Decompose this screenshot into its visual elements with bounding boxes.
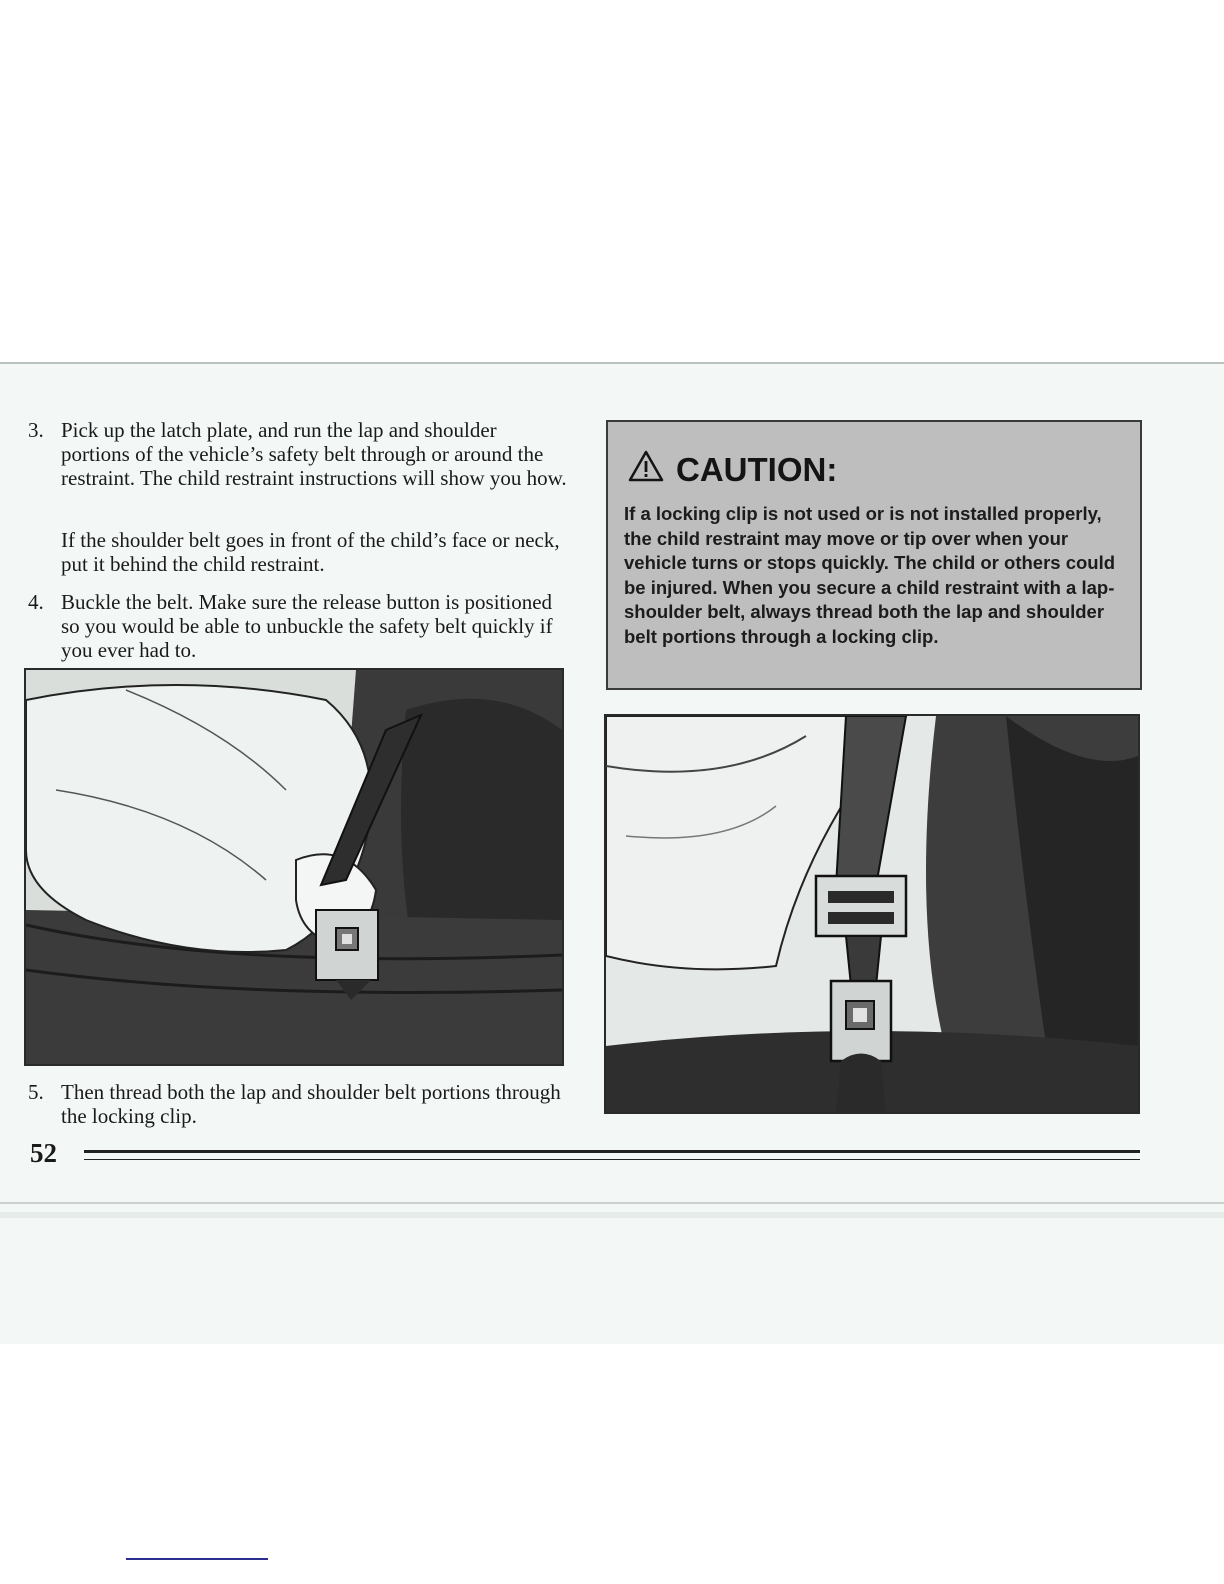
step-4 <box>28 590 568 662</box>
caution-title: CAUTION: <box>676 451 838 488</box>
step-text: Then thread both the lap and shoulder belt portions through the locking clip. <box>61 1080 561 1128</box>
step-number: 5. <box>28 1080 44 1104</box>
step-text: Buckle the belt. Make sure the release button is positioned so you would be able to unbuckle the safety belt quickly if you ever had to. <box>61 590 553 662</box>
buckle-illustration <box>24 668 564 1066</box>
page-edge-shadow <box>0 1212 1224 1218</box>
caution-text: If a locking clip is not used or is not installed properly, the child restraint may move or tip over when your vehicle turns or stops quickly. The child or others could be injured. When you secure a child restraint with a lap-shoulder belt, always thread both the lap and shoulder belt portions through a locking clip. <box>624 503 1116 647</box>
locking-clip-illustration <box>604 714 1140 1114</box>
warning-triangle-icon <box>628 450 664 490</box>
page-edge-line <box>0 1202 1224 1204</box>
locking-clip-drawing <box>606 716 1138 1112</box>
footer-rule <box>84 1150 1140 1153</box>
step-3 <box>28 418 568 490</box>
footer-rule-thin <box>84 1159 1140 1160</box>
caution-box <box>606 420 1142 690</box>
page-number: 52 <box>30 1138 57 1168</box>
buckle-drawing <box>26 670 562 1064</box>
caution-heading <box>628 450 837 490</box>
step-text: Pick up the latch plate, and run the lap and shoulder portions of the vehicle’s safety belt through or around the restraint. The child restraint instructions will show you how. <box>61 418 567 490</box>
step-number: 4. <box>28 590 44 614</box>
step-number: 3. <box>28 418 44 442</box>
bottom-stub-line <box>126 1558 268 1560</box>
step-3-note: If the shoulder belt goes in front of the child’s face or neck, put it behind the child restraint. <box>61 528 560 576</box>
step-5 <box>28 1080 568 1128</box>
